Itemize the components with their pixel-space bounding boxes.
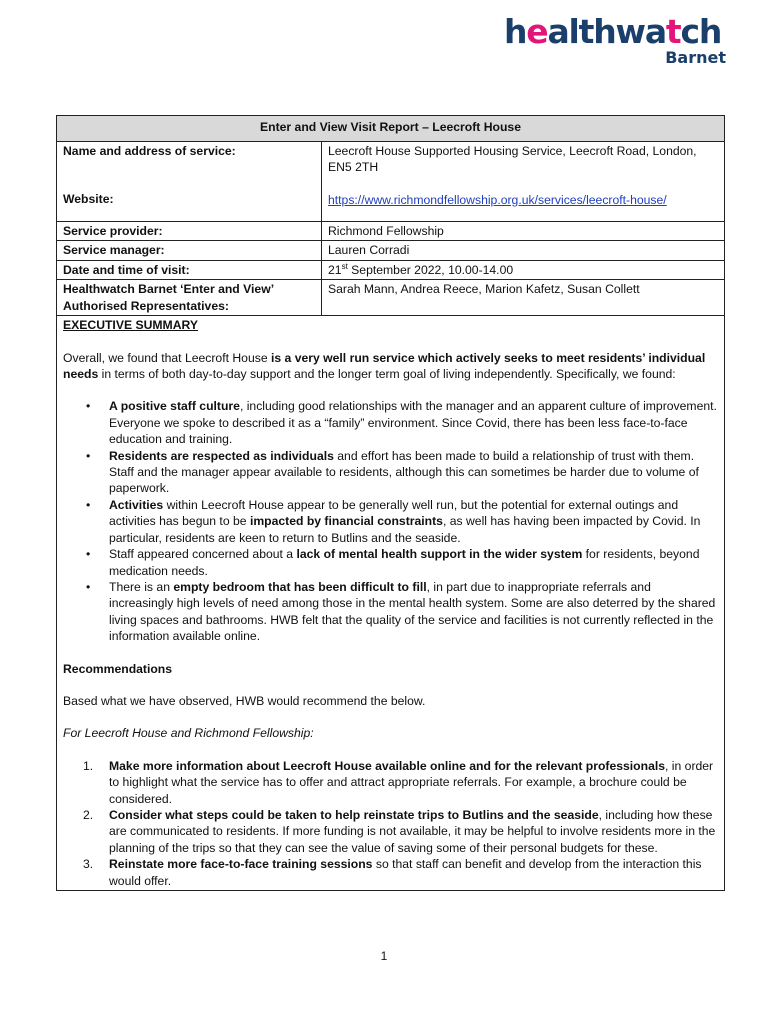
finding-emphasis: impacted by financial constraints	[249, 514, 443, 529]
website-link[interactable]: https://www.richmondfellowship.org.uk/services/leecroft-house/	[328, 192, 667, 207]
list-item	[83, 856, 718, 889]
provider-label: Service provider:	[57, 222, 322, 241]
finding-text: , in part due to inappropriate referrals and increasingly high levels of need among those in the mental health system. Some are also deterred by the shared living spaces and bathrooms. HWB felt that the quality of the service and facilities is not currently reflected in the information available online.	[109, 579, 716, 644]
list-item	[86, 497, 718, 546]
logo-text-part: h	[504, 12, 527, 51]
recommendation-text: so that staff can benefit and develop from the interaction this would offer.	[109, 857, 702, 888]
table-row	[57, 142, 725, 222]
summary-intro-text: in terms of both day-to-day support and the longer term goal of living independently. Specifically, we found:	[98, 367, 676, 382]
finding-text: , including good relationships with the manager and an apparent culture of improvement. Everyone we spoke to described it as a “family” environment. Since Covid, there has been less face-to-face education and training.	[109, 399, 717, 447]
recommendations-subheading: For Leecroft House and Richmond Fellowship:	[63, 726, 314, 741]
finding-emphasis: empty bedroom that has been difficult to fill	[173, 579, 427, 594]
bullet-icon: •	[86, 547, 91, 562]
finding-text: within Leecroft House appear to be generally well run, but the potential for external outings and activities has begun to be	[109, 497, 679, 529]
service-name-value-cell	[322, 142, 725, 222]
recommendation-emphasis: Consider what steps could be taken to help reinstate trips to Butlins and the seaside	[109, 807, 599, 822]
logo-text-part: ch	[680, 12, 722, 51]
finding-text: and effort has been made to build a relationship of trust with them. Staff and the manager appear available to residents, although this can sometimes be harder due to volume of paperwork.	[109, 448, 699, 496]
finding-text: for residents, beyond medication needs.	[109, 547, 700, 578]
recommendation-number: 3.	[83, 857, 94, 872]
finding-text: , as well has having been impacted by Covid. In particular, residents are keen to return to Butlins and the seaside.	[109, 514, 701, 545]
list-item	[86, 448, 718, 497]
list-item	[86, 546, 718, 579]
recommendation-emphasis: Make more information about Leecroft House available online and for the relevant professionals	[109, 758, 666, 773]
finding-emphasis: A positive staff culture	[109, 399, 240, 414]
bullet-icon: •	[86, 497, 91, 512]
list-item	[86, 398, 718, 447]
bullet-icon: •	[86, 448, 91, 463]
logo-accent-letter: t	[665, 12, 681, 51]
manager-label: Service manager:	[57, 241, 322, 260]
list-item	[83, 807, 718, 856]
summary-intro	[63, 350, 718, 383]
executive-summary-heading: EXECUTIVE SUMMARY	[63, 318, 198, 333]
finding-emphasis: Activities	[109, 497, 164, 512]
finding-emphasis: Residents are respected as individuals	[109, 448, 334, 463]
visit-report-table	[56, 115, 725, 891]
logo-subtitle: Barnet	[665, 48, 726, 67]
visit-date-label: Date and time of visit:	[57, 260, 322, 279]
executive-summary-cell	[57, 316, 725, 891]
summary-intro-text: Overall, we found that Leecroft House	[63, 350, 271, 365]
logo-text-part: althwa	[547, 12, 666, 51]
recommendations-list	[63, 758, 718, 889]
logo-wordmark	[504, 12, 721, 52]
recommendations-heading: Recommendations	[63, 661, 173, 676]
list-item	[86, 579, 718, 645]
healthwatch-barnet-logo	[504, 12, 730, 68]
bullet-icon: •	[86, 579, 91, 594]
service-address: Leecroft House Supported Housing Service, Leecroft Road, London, EN5 2TH	[328, 144, 697, 175]
service-name-label-cell	[57, 142, 322, 222]
recommendation-number: 1.	[83, 758, 94, 773]
visit-date-value	[322, 260, 725, 279]
recommendation-text: , including how these are communicated to residents. If more funding is not available, it may be helpful to involve residents more in the planning of the trips so that they can see the value of saving some of their personal budgets for these.	[109, 807, 716, 855]
service-name-label: Name and address of service:	[63, 144, 236, 158]
table-row	[57, 222, 725, 241]
page-number: 1	[380, 949, 388, 963]
representatives-value: Sarah Mann, Andrea Reece, Marion Kafetz, Susan Collett	[322, 280, 725, 316]
table-row	[57, 280, 725, 316]
visit-date-rest: September 2022, 10.00-14.00	[347, 262, 514, 277]
summary-row	[57, 316, 725, 891]
recommendation-number: 2.	[83, 807, 94, 822]
visit-date-day: 21	[328, 262, 342, 277]
finding-text: There is an	[109, 579, 174, 594]
recommendations-intro: Based what we have observed, HWB would recommend the below.	[63, 693, 426, 708]
visit-date-suffix: st	[341, 261, 348, 271]
list-item	[83, 758, 718, 807]
summary-intro-emphasis: is a very well run service which actively seeks to meet residents’ individual needs	[63, 350, 706, 382]
title-row	[57, 116, 725, 142]
table-row	[57, 241, 725, 260]
finding-text: Staff appeared concerned about a	[109, 547, 297, 562]
table-row	[57, 260, 725, 279]
recommendation-emphasis: Reinstate more face-to-face training sessions	[109, 857, 373, 872]
findings-list	[63, 398, 718, 644]
recommendation-text: , in order to highlight what the service has to offer and attract appropriate referrals. For example, a brochure could be considered.	[109, 758, 714, 806]
logo-accent-letter: e	[526, 12, 548, 51]
manager-value: Lauren Corradi	[322, 241, 725, 260]
provider-value: Richmond Fellowship	[322, 222, 725, 241]
finding-emphasis: lack of mental health support in the wider system	[296, 547, 583, 562]
report-title: Enter and View Visit Report – Leecroft House	[57, 116, 725, 142]
representatives-label: Healthwatch Barnet ‘Enter and View’ Authorised Representatives:	[57, 280, 322, 316]
bullet-icon: •	[86, 399, 91, 414]
website-label: Website:	[63, 192, 114, 207]
